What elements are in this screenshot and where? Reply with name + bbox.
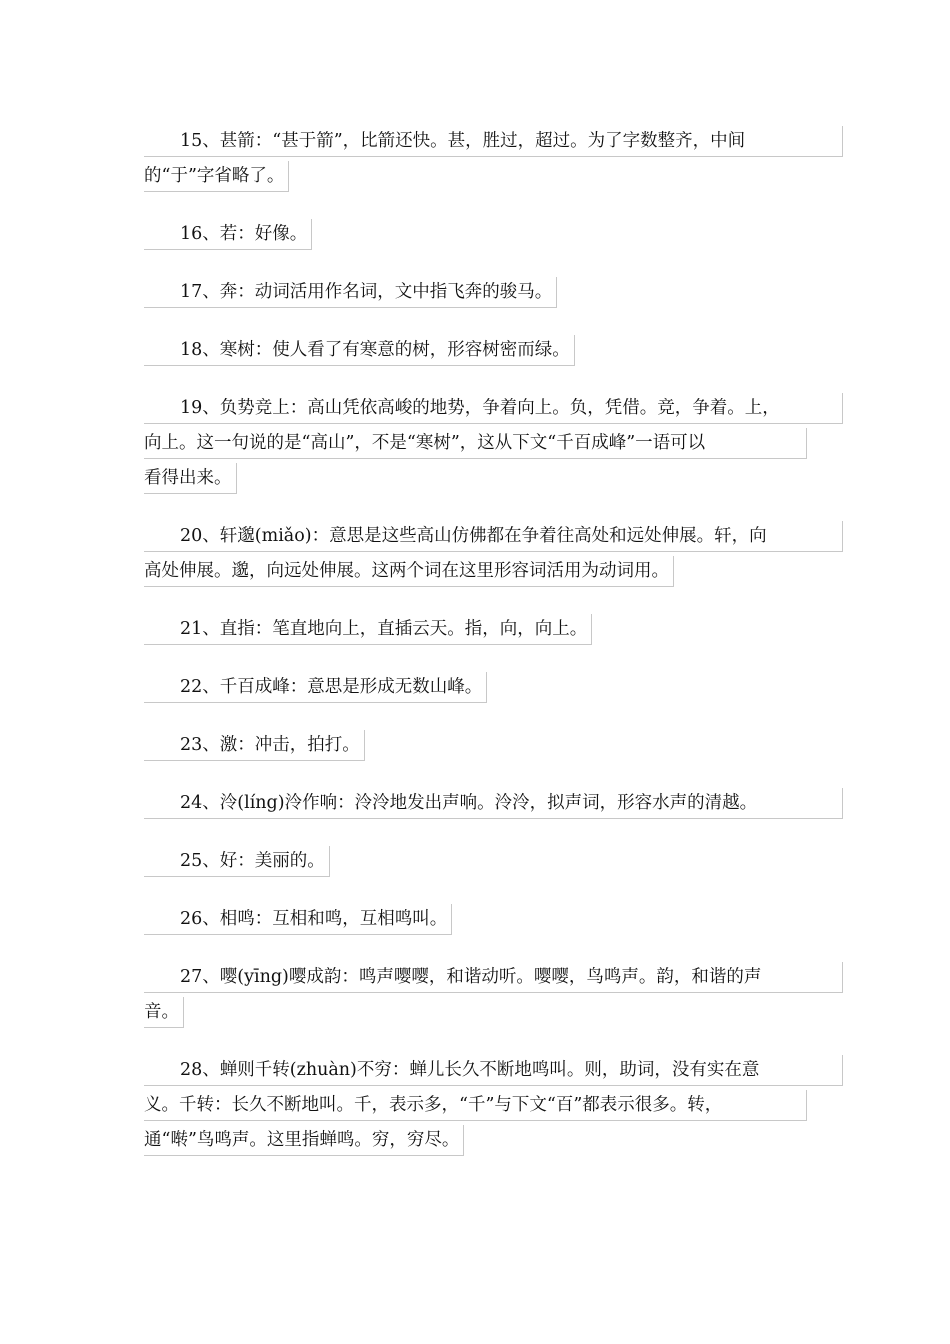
note-23-line-1: 23、激：冲击，拍打。 [144,730,365,761]
document-page [144,126,808,1160]
note-16-line-1: 16、若：好像。 [144,219,312,250]
note-18-line-1: 18、寒树：使人看了有寒意的树，形容树密而绿。 [144,335,575,366]
note-19-line-1: 19、负势竞上：高山凭依高峻的地势，争着向上。负，凭借。竞，争着。上， [144,393,843,424]
note-22 [144,672,808,707]
note-19-line-3: 看得出来。 [144,463,237,494]
note-17 [144,277,808,312]
note-27-line-1: 27、嘤(yīng)嘤成韵：鸣声嘤嘤，和谐动听。嘤嘤，鸟鸣声。韵，和谐的声 [144,962,843,993]
note-28-line-3: 通“啭”鸟鸣声。这里指蝉鸣。穷，穷尽。 [144,1125,464,1156]
note-26-line-1: 26、相鸣：互相和鸣，互相鸣叫。 [144,904,452,935]
note-28-line-1: 28、蝉则千转(zhuàn)不穷：蝉儿长久不断地鸣叫。则，助词，没有实在意 [144,1055,843,1086]
note-20-line-1: 20、轩邈(miǎo)：意思是这些高山仿佛都在争着往高处和远处伸展。轩，向 [144,521,843,552]
note-22-line-1: 22、千百成峰：意思是形成无数山峰。 [144,672,487,703]
note-21-line-1: 21、直指：笔直地向上，直插云天。指，向，向上。 [144,614,592,645]
note-27 [144,962,808,1032]
note-18 [144,335,808,370]
note-24 [144,788,808,823]
note-20 [144,521,808,591]
note-15-line-1: 15、甚箭：“甚于箭”，比箭还快。甚，胜过，超过。为了字数整齐，中间 [144,126,843,157]
note-16 [144,219,808,254]
note-28-line-2: 义。千转：长久不断地叫。千，表示多，“千”与下文“百”都表示很多。转， [144,1090,807,1121]
note-21 [144,614,808,649]
note-28 [144,1055,808,1160]
note-20-line-2: 高处伸展。邈，向远处伸展。这两个词在这里形容词活用为动词用。 [144,556,674,587]
note-19 [144,393,808,498]
note-25 [144,846,808,881]
note-27-line-2: 音。 [144,997,184,1028]
note-23 [144,730,808,765]
note-15-line-2: 的“于”字省略了。 [144,161,289,192]
note-26 [144,904,808,939]
note-25-line-1: 25、好：美丽的。 [144,846,330,877]
note-15 [144,126,808,196]
note-19-line-2: 向上。这一句说的是“高山”，不是“寒树”，这从下文“千百成峰”一语可以 [144,428,807,459]
note-24-line-1: 24、泠(líng)泠作响：泠泠地发出声响。泠泠，拟声词，形容水声的清越。 [144,788,843,819]
note-17-line-1: 17、奔：动词活用作名词，文中指飞奔的骏马。 [144,277,557,308]
